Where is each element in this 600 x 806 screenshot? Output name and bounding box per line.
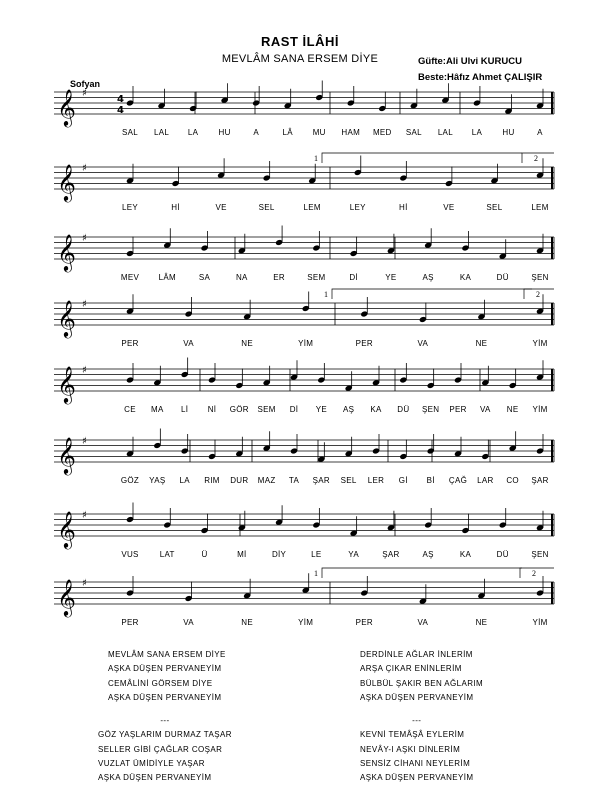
lyric-syllable: Mİ — [237, 550, 247, 559]
lyric-syllable: SEL — [258, 203, 275, 212]
lyric-syllable: PER — [121, 618, 139, 627]
verse-line: DERDİNLE AĞLAR İNLERİM — [360, 650, 473, 659]
lyric-syllable: ŞAR — [531, 476, 549, 485]
volta-number: 2 — [532, 569, 536, 578]
lyric-syllable: LAR — [477, 476, 494, 485]
lyric-syllable: ŞEN — [531, 550, 549, 559]
lyric-syllable: DİY — [271, 550, 287, 559]
lyric-syllable: LAL — [153, 128, 170, 137]
lyric-syllable: YİM — [532, 405, 548, 414]
verse-line: --- — [412, 716, 422, 725]
lyric-syllable: YİM — [532, 339, 548, 348]
lyric-syllable: ER — [273, 273, 285, 282]
verse-2 — [360, 648, 483, 705]
sharp-key-signature: ♯ — [82, 88, 87, 99]
volta-number: 1 — [314, 154, 318, 163]
lyric-syllable: LER — [367, 476, 385, 485]
lyric-syllable: AŞ — [422, 550, 434, 559]
volta-bracket — [332, 289, 532, 299]
lyric-syllable: ŞEN — [531, 273, 549, 282]
verse-line: CEMÂLİNİ GÖRSEM DİYE — [108, 678, 213, 688]
lyric-syllable: Hİ — [399, 203, 408, 212]
verse-line: AŞKA DÜŞEN PERVANEYİM — [108, 664, 222, 674]
lyric-syllable: LÂM — [158, 273, 176, 282]
time-signature-bottom: 4 — [117, 105, 124, 116]
lyric-syllable: NE — [241, 339, 254, 348]
verse-line: ARŞA ÇIKAR ENİNLERİM — [360, 664, 462, 674]
verse-3 — [98, 714, 232, 785]
lyric-syllable: VA — [417, 618, 429, 627]
song-title: RAST İLÂHİ — [261, 34, 339, 49]
verse-line: AŞKA DÜŞEN PERVANEYİM — [108, 692, 222, 702]
volta-number: 2 — [536, 290, 540, 299]
lyric-syllable: YE — [385, 273, 397, 282]
composer-credit: Beste:Hâfız Ahmet ÇALIŞIR — [418, 72, 543, 83]
volta-bracket — [322, 568, 522, 578]
lyric-syllable: HU — [218, 128, 231, 137]
lyric-syllable: LA — [471, 128, 483, 137]
lyric-syllable: MA — [151, 405, 164, 414]
lyric-syllable: MU — [312, 128, 326, 137]
lyric-syllable: GÖZ — [120, 476, 140, 485]
sharp-key-signature: ♯ — [82, 510, 87, 521]
lyric-syllable: YAŞ — [149, 476, 166, 485]
volta-bracket — [522, 153, 554, 163]
treble-clef-icon: 𝄞 — [57, 436, 76, 474]
volta-number: 1 — [324, 290, 328, 299]
lyric-syllable: PER — [355, 618, 373, 627]
volta-bracket — [520, 568, 554, 578]
lyric-syllable: AŞ — [422, 273, 434, 282]
lyric-syllable: LEY — [349, 203, 366, 212]
treble-clef-icon: 𝄞 — [57, 88, 76, 126]
lyric-syllable: YA — [348, 550, 359, 559]
lyric-syllable: NA — [235, 273, 248, 282]
lyric-syllable: ŞEN — [421, 405, 440, 414]
verse-line: KEVNİ TEMÂŞÂ EYLERİM — [360, 730, 465, 740]
lyric-syllable: Bİ — [426, 476, 435, 485]
lyric-syllable: NE — [475, 339, 488, 348]
lyric-syllable: LA — [179, 476, 190, 485]
lyric-syllable: GÖR — [229, 405, 249, 414]
lyric-syllable: HU — [502, 128, 515, 137]
lyric-syllable: LA — [187, 128, 199, 137]
lyric-syllable: VA — [479, 405, 491, 414]
verse-line: AŞKA DÜŞEN PERVANEYİM — [98, 773, 212, 783]
lyric-syllable: SEM — [307, 273, 326, 282]
sharp-key-signature: ♯ — [82, 163, 87, 174]
lyric-syllable: ŞAR — [312, 476, 331, 485]
verse-line: --- — [160, 716, 170, 725]
verse-line: AŞKA DÜŞEN PERVANEYİM — [360, 692, 474, 702]
lyric-syllable: DÜ — [496, 550, 509, 559]
lyric-syllable: LAL — [437, 128, 453, 137]
lyric-syllable: CE — [124, 405, 136, 414]
lyric-syllable: LE — [311, 550, 322, 559]
verse-line: GÖZ YAŞLARIM DURMAZ TAŞAR — [98, 730, 232, 740]
verse-1 — [108, 648, 226, 705]
volta-bracket — [322, 153, 522, 163]
lyric-syllable: ÇAĞ — [448, 476, 468, 485]
lyric-syllable: PER — [121, 339, 139, 348]
lyric-syllable: NE — [506, 405, 519, 414]
treble-clef-icon: 𝄞 — [57, 163, 76, 201]
lyric-syllable: KA — [459, 550, 472, 559]
lyric-syllable: YİM — [532, 618, 548, 627]
verse-line: MEVLÂM SANA ERSEM DİYE — [108, 650, 226, 659]
lyric-syllable: VA — [417, 339, 429, 348]
lyric-syllable: KA — [459, 273, 472, 282]
lyricist-credit: Güfte:Ali Ulvi KURUCU — [418, 56, 522, 67]
sharp-key-signature: ♯ — [82, 233, 87, 244]
volta-number: 2 — [534, 154, 538, 163]
lyric-syllable: SEL — [340, 476, 357, 485]
lyric-syllable: MEV — [120, 273, 140, 282]
lyric-syllable: CO — [506, 476, 519, 485]
lyric-syllable: YİM — [298, 618, 314, 627]
lyric-syllable: SAL — [405, 128, 422, 137]
usul-label: Sofyan — [70, 79, 101, 89]
verse-line: SENSİZ CİHANI NEYLERİM — [360, 758, 471, 768]
lyric-syllable: DÜ — [397, 405, 410, 414]
treble-clef-icon: 𝄞 — [57, 510, 76, 548]
lyric-syllable: Dİ — [349, 273, 358, 282]
lyric-syllable: SA — [198, 273, 211, 282]
lyric-syllable: VE — [443, 203, 455, 212]
lyric-syllable: KA — [370, 405, 382, 414]
lyric-syllable: Gİ — [398, 476, 408, 485]
lyric-syllable: SEL — [486, 203, 503, 212]
lyric-syllable: Ü — [201, 550, 208, 559]
lyric-syllable: YİM — [298, 339, 314, 348]
lyric-syllable: AŞ — [343, 405, 355, 414]
treble-clef-icon: 𝄞 — [57, 299, 76, 337]
lyric-syllable: PER — [355, 339, 373, 348]
verse-line: SELLER GİBİ ÇAĞLAR COŞAR — [98, 744, 223, 754]
lyric-syllable: VE — [215, 203, 227, 212]
lyric-syllable: NE — [241, 618, 254, 627]
lyric-syllable: TA — [288, 476, 300, 485]
lyric-syllable: DUR — [230, 476, 249, 485]
lyric-syllable: SEM — [257, 405, 276, 414]
sharp-key-signature: ♯ — [82, 365, 87, 376]
verse-line: VUZLAT ÜMİDİYLE YAŞAR — [98, 758, 205, 768]
lyric-syllable: ŞAR — [382, 550, 400, 559]
lyric-syllable: SAL — [121, 128, 139, 137]
song-subtitle: MEVLÂM SANA ERSEM DİYE — [221, 53, 379, 65]
verse-line: NEVÂY-I AŞKI DİNLERİM — [360, 744, 461, 754]
lyric-syllable: MED — [372, 128, 392, 137]
verse-line: AŞKA DÜŞEN PERVANEYİM — [360, 773, 474, 783]
sharp-key-signature: ♯ — [82, 578, 87, 589]
lyric-syllable: Nİ — [207, 405, 217, 414]
lyric-syllable: LEY — [121, 203, 139, 212]
lyric-syllable: PER — [449, 405, 467, 414]
lyric-syllable: YE — [315, 405, 327, 414]
lyric-syllable: RIM — [204, 476, 220, 485]
lyric-syllable: LAT — [159, 550, 175, 559]
sharp-key-signature: ♯ — [82, 436, 87, 447]
time-signature-top: 4 — [117, 94, 124, 105]
lyric-syllable: HAM — [341, 128, 361, 137]
lyric-syllable: VUS — [121, 550, 139, 559]
sharp-key-signature: ♯ — [82, 299, 87, 310]
lyric-syllable: NE — [475, 618, 488, 627]
lyric-syllable: LÂ — [282, 128, 293, 137]
treble-clef-icon: 𝄞 — [57, 578, 76, 616]
lyric-syllable: DÜ — [496, 273, 509, 282]
volta-number: 1 — [314, 569, 318, 578]
lyric-syllable: A — [253, 128, 259, 137]
treble-clef-icon: 𝄞 — [57, 233, 76, 271]
lyric-syllable: Dİ — [289, 405, 299, 414]
treble-clef-icon: 𝄞 — [57, 365, 76, 403]
lyric-syllable: VA — [183, 618, 194, 627]
lyric-syllable: LEM — [531, 203, 549, 212]
lyric-syllable: Lİ — [181, 405, 189, 414]
lyric-syllable: VA — [183, 339, 194, 348]
lyric-syllable: Hİ — [171, 203, 180, 212]
verse-line: BÜLBÜL ŞAKIR BEN AĞLARIM — [360, 678, 484, 688]
lyric-syllable: MAZ — [257, 476, 276, 485]
lyric-syllable: LEM — [303, 203, 321, 212]
verse-4 — [360, 714, 473, 785]
lyric-syllable: A — [537, 128, 543, 137]
